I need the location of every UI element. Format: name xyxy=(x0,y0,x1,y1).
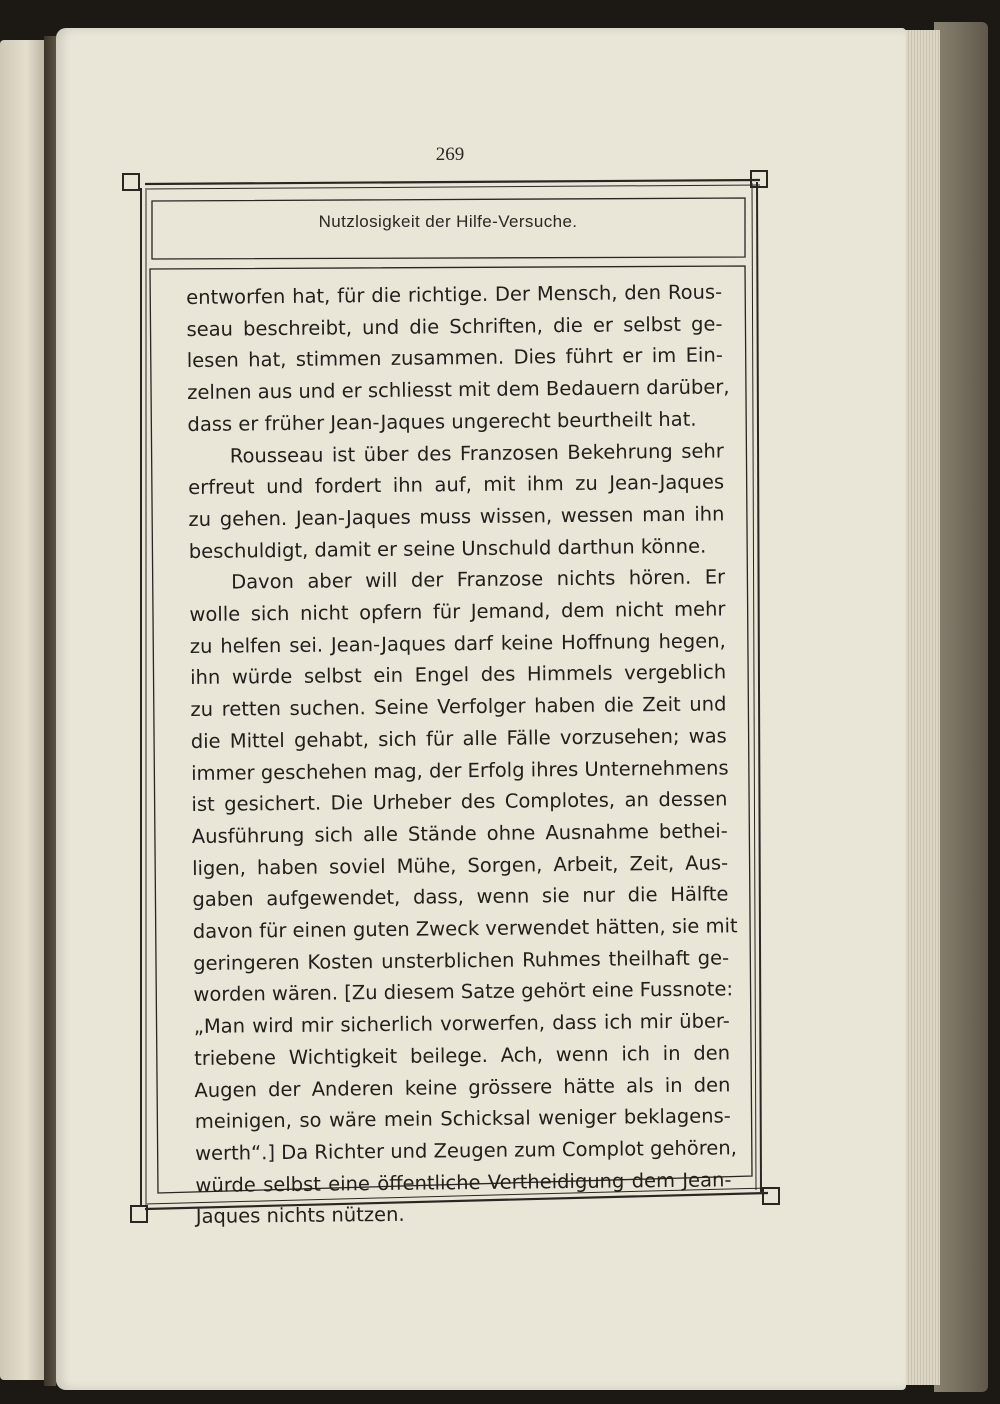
text-line: davon für einen guten Zweck verwendet hätten, sie mit xyxy=(192,914,738,944)
text-line: zu retten suchen. Seine Verfolger haben die Zeit und xyxy=(190,692,727,722)
text-line: werth“.] Da Richter und Zeugen zum Complot gehören, xyxy=(195,1136,738,1165)
text-line: meinigen, so wäre mein Schicksal weniger beklagens- xyxy=(194,1104,731,1134)
running-head: Nutzlosigkeit der Hilfe-Versuche. xyxy=(318,212,578,231)
text-line: Davon aber will der Franzose nichts hören. Er xyxy=(231,565,726,594)
text-line: erfreut und fordert ihn auf, mit ihm zu Jean-Jaques xyxy=(188,470,725,500)
text-line: lesen hat, stimmen zusammen. Dies führt er im Ein- xyxy=(186,343,723,373)
text-line: ist gesichert. Die Urheber des Complotes, an dessen xyxy=(191,787,728,817)
text-line: Rousseau ist über des Franzosen Bekehrung sehr xyxy=(229,438,724,468)
text-line: immer geschehen mag, der Erfolg ihres Unternehmens xyxy=(191,755,729,785)
text-line: ihn würde selbst ein Engel des Himmels vergeblich xyxy=(190,660,727,690)
text-line: zelnen aus und er schliesst mit dem Bedauern darüber, xyxy=(187,375,730,405)
text-line: dass er früher Jean-Jaques ungerecht beurtheilt hat. xyxy=(187,407,697,436)
text-line: wolle sich nicht opfern für Jemand, dem nicht mehr xyxy=(189,597,726,627)
text-line: Augen der Anderen keine grössere hätte als in den xyxy=(194,1072,731,1102)
text-line: zu helfen sei. Jean-Jaques darf keine Hoffnung hegen, xyxy=(189,629,726,658)
text-line: geringeren Kosten unsterblichen Ruhmes theilhaft ge- xyxy=(193,946,730,975)
text-line: entworfen hat, für die richtige. Der Mensch, den Rous- xyxy=(186,280,723,309)
text-line: zu gehen. Jean-Jaques muss wissen, wessen man ihn xyxy=(188,502,725,531)
page-number: 269 xyxy=(435,144,465,165)
text-line: die Mittel gehabt, sich für alle Fälle vorzusehen; was xyxy=(190,724,727,753)
text-line: „Man wird mir sicherlich vorwerfen, dass ich mir über- xyxy=(193,1009,730,1039)
body-text xyxy=(186,276,738,1233)
text-line: seau beschreibt, und die Schriften, die er selbst ge- xyxy=(186,312,723,341)
text-line: worden wären. [Zu diesem Satze gehört eine Fussnote: xyxy=(193,977,734,1007)
text-line: Ausführung sich alle Stände ohne Ausnahme bethei- xyxy=(191,819,728,848)
text-line: gaben aufgewendet, dass, wenn sie nur die Hälfte xyxy=(192,882,729,912)
text-line: triebene Wichtigkeit beilege. Ach, wenn ich in den xyxy=(194,1041,731,1070)
text-line: würde selbst eine öffentliche Vertheidigung dem Jean- xyxy=(195,1168,732,1197)
text-line: ligen, haben soviel Mühe, Sorgen, Arbeit, Zeit, Aus- xyxy=(192,851,729,880)
text-line: Jaques nichts nützen. xyxy=(195,1203,405,1229)
text-line: beschuldigt, damit er seine Unschuld darthun könne. xyxy=(188,534,707,563)
